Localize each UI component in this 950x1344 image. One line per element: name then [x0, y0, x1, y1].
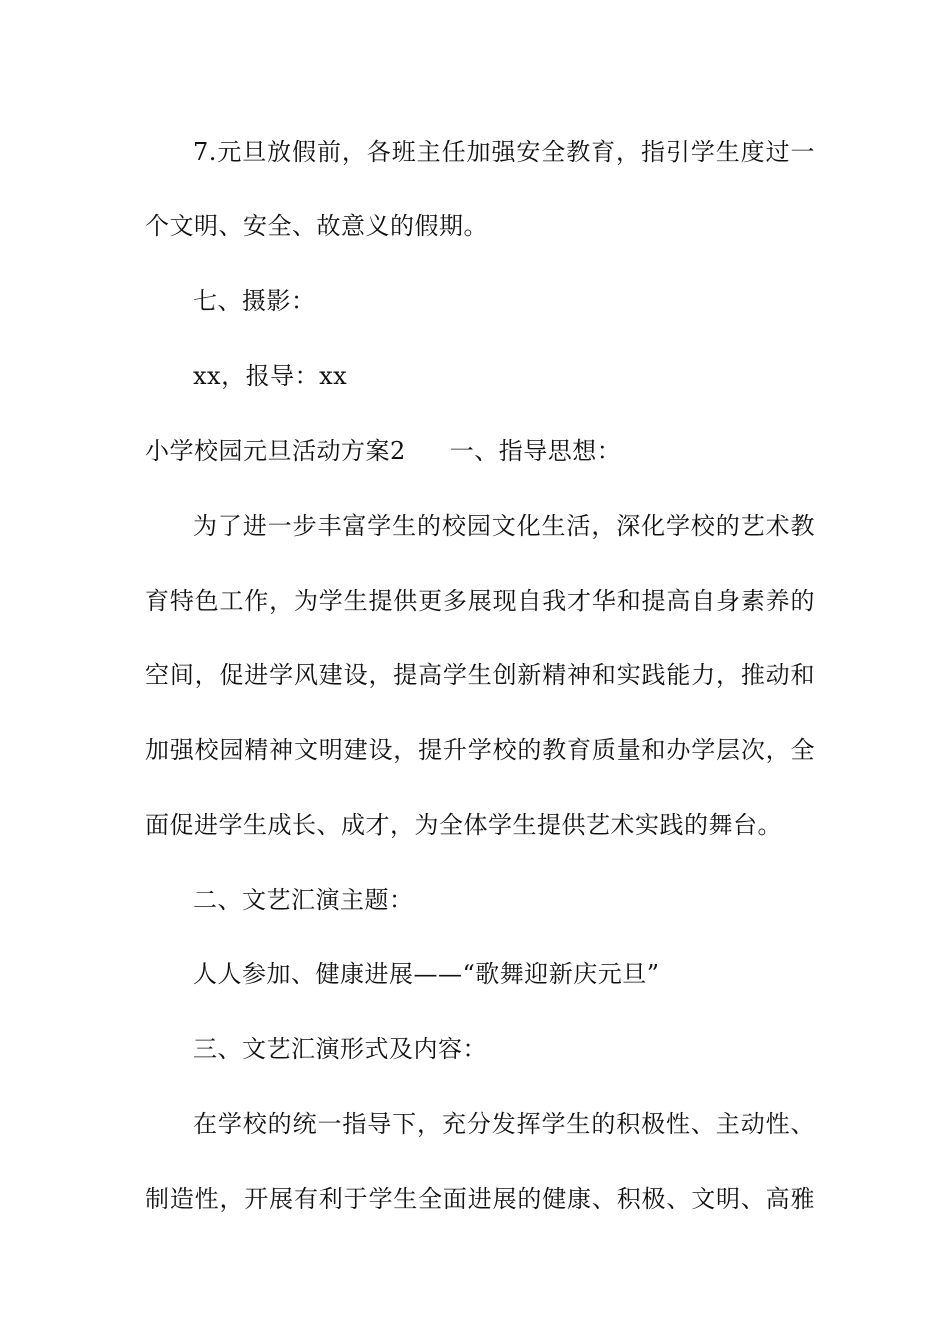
photographer-reporter-line: xx，报导：xx [193, 362, 348, 390]
paragraph-line-2: 个文明、安全、故意义的假期。 [145, 212, 488, 240]
plan-title-line [145, 436, 815, 466]
section-heading-7: 七、摄影： [193, 287, 316, 315]
paragraph-line-1: 7.元旦放假前，各班主任加强安全教育，指引学生度过一 [193, 138, 815, 166]
section-heading-3: 三、文艺汇演形式及内容： [193, 1035, 487, 1063]
paragraph-line-7: 育特色工作，为学生提供更多展现自我才华和提高自身素养的 [145, 587, 815, 615]
paragraph-line-14: 在学校的统一指导下，充分发挥学生的积极性、主动性、 [193, 1110, 815, 1138]
section-heading-1: 一、指导思想： [449, 437, 622, 465]
paragraph-line-10: 面促进学生成长、成才，为全体学生提供艺术实践的舞台。 [145, 811, 782, 839]
paragraph-line-15: 制造性，开展有利于学生全面进展的健康、积极、文明、高雅 [145, 1185, 815, 1213]
section-heading-2: 二、文艺汇演主题： [193, 886, 414, 914]
paragraph-line-9: 加强校园精神文明建设，提升学校的教育质量和办学层次，全 [145, 736, 815, 764]
plan-title: 小学校园元旦活动方案2 [145, 437, 406, 465]
theme-line: 人人参加、健康进展——“歌舞迎新庆元旦” [193, 960, 660, 988]
paragraph-line-8: 空间，促进学风建设，提高学生创新精神和实践能力，推动和 [145, 661, 815, 689]
paragraph-line-6: 为了进一步丰富学生的校园文化生活，深化学校的艺术教 [193, 512, 815, 540]
